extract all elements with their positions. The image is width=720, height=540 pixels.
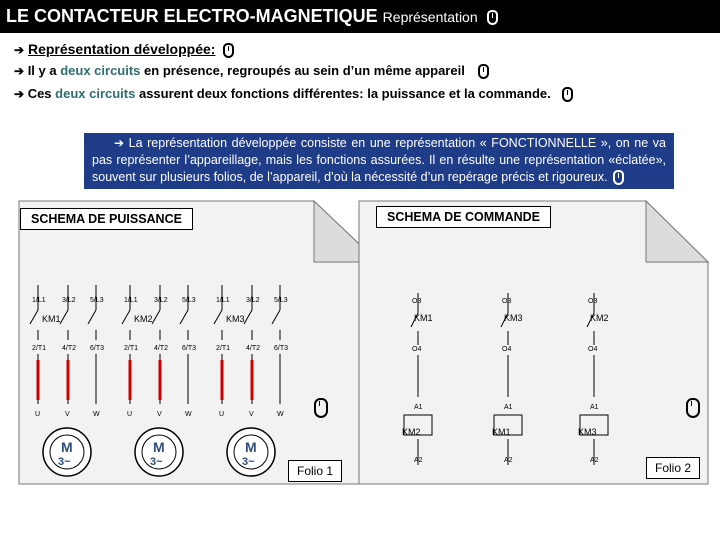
folio-1-tag: Folio 1: [288, 460, 342, 482]
terminal-label: 4/T2: [62, 345, 77, 352]
contact-terminal: O4: [502, 346, 512, 353]
line-2-prefix: Ces: [27, 86, 56, 101]
motor-label: M: [245, 439, 257, 455]
contact-terminal: O3: [588, 298, 598, 305]
terminal-label: 6/T3: [274, 345, 289, 352]
contact-blade: [30, 310, 38, 324]
line-1-highlight: deux circuits: [60, 63, 141, 78]
contact-blade: [272, 310, 280, 324]
mouse-icon[interactable]: [562, 87, 573, 102]
contact-label: KM3: [504, 313, 523, 323]
page-title: [6, 6, 498, 27]
motor-terminal: V: [157, 411, 162, 418]
contact-blade: [152, 310, 160, 324]
contact-label: KM1: [414, 313, 433, 323]
terminal-label: 1/L1: [124, 297, 138, 304]
arrow-icon: ➔: [14, 43, 25, 57]
terminal-label: 4/T2: [154, 345, 169, 352]
info-box: [84, 133, 674, 189]
terminal-label: 3/L2: [154, 297, 168, 304]
power-group: [214, 285, 288, 476]
folio-2-tag: Folio 2: [646, 457, 700, 479]
coil-terminal: A1: [590, 404, 599, 411]
motor-terminal: V: [65, 411, 70, 418]
motor-terminal: V: [249, 411, 254, 418]
contact-blade: [244, 310, 252, 324]
coil-label: KM3: [578, 427, 597, 437]
motor-sub: 3~: [242, 456, 255, 468]
terminal-label: 6/T3: [182, 345, 197, 352]
terminal-label: 6/T3: [90, 345, 105, 352]
command-schematic: [380, 285, 680, 470]
contact-terminal: O3: [502, 298, 512, 305]
contact-terminal: O4: [412, 346, 422, 353]
mouse-icon[interactable]: [613, 170, 624, 185]
terminal-label: 2/T1: [124, 345, 139, 352]
coil-terminal: A1: [504, 404, 513, 411]
contactor-label: KM2: [134, 314, 153, 324]
terminal-label: 2/T1: [216, 345, 231, 352]
motor-terminal: W: [93, 411, 100, 418]
motor-label: M: [153, 439, 165, 455]
motor-terminal: U: [35, 411, 41, 418]
line-2-highlight: deux circuits: [55, 86, 136, 101]
power-schematic: [18, 280, 348, 480]
arrow-icon: ➔: [14, 87, 25, 101]
arrow-icon: ➔: [14, 64, 25, 78]
title-bar: [0, 0, 720, 33]
title-text: LE CONTACTEUR ELECTRO-MAGNETIQUE: [6, 6, 378, 26]
motor-terminal: W: [185, 411, 192, 418]
line-2: [14, 86, 573, 102]
mouse-icon[interactable]: [487, 10, 498, 25]
line-2-suffix: assurent deux fonctions différentes: la puissance et la commande.: [135, 86, 551, 101]
folio-1-label: SCHEMA DE PUISSANCE: [20, 208, 193, 230]
coil-label: KM1: [492, 427, 511, 437]
contact-blade: [60, 310, 68, 324]
heading-text: Représentation développée:: [27, 41, 216, 57]
coil-terminal: A2: [414, 457, 423, 464]
command-branch: [402, 293, 433, 465]
terminal-label: 4/T2: [246, 345, 261, 352]
heading-line: [14, 41, 234, 58]
terminal-label: 1/L1: [32, 297, 46, 304]
motor-label: M: [61, 439, 73, 455]
terminal-label: 2/T1: [32, 345, 47, 352]
motor-sub: 3~: [58, 456, 71, 468]
motor-sub: 3~: [150, 456, 163, 468]
mouse-icon[interactable]: [223, 43, 234, 58]
motor-terminal: U: [219, 411, 225, 418]
motor-terminal: W: [277, 411, 284, 418]
mouse-icon[interactable]: [478, 64, 489, 79]
contactor-label: KM3: [226, 314, 245, 324]
contact-terminal: O3: [412, 298, 422, 305]
terminal-label: 1/L1: [216, 297, 230, 304]
contact-blade: [88, 310, 96, 324]
folio-2-label: SCHEMA DE COMMANDE: [376, 206, 551, 228]
arrow-icon: ➔: [114, 136, 125, 150]
line-1-prefix: Il y a: [27, 63, 61, 78]
command-branch: [492, 293, 523, 465]
command-branch: [578, 293, 609, 465]
terminal-label: 3/L2: [246, 297, 260, 304]
power-group: [30, 285, 104, 476]
mouse-icon[interactable]: [314, 398, 328, 418]
contact-terminal: O4: [588, 346, 598, 353]
coil-terminal: A1: [414, 404, 423, 411]
contact-blade: [180, 310, 188, 324]
contact-label: KM2: [590, 313, 609, 323]
terminal-label: 3/L2: [62, 297, 76, 304]
coil-terminal: A2: [590, 457, 599, 464]
info-text: La représentation développée consiste en une représentation « FONCTIONNELLE », on ne va pas représenter l’appareillage, mais les fonctions assurées. Il en résulte une représentation «éclatée», souvent sur plusieurs folios, de l’appareil, d’où la nécessité d’un repérage précis et rigoureux.: [92, 136, 666, 184]
contactor-label: KM1: [42, 314, 61, 324]
power-group: [122, 285, 196, 476]
mouse-icon[interactable]: [686, 398, 700, 418]
line-1: [14, 63, 489, 79]
terminal-label: 5/L3: [274, 297, 288, 304]
contact-blade: [122, 310, 130, 324]
terminal-label: 5/L3: [90, 297, 104, 304]
line-1-suffix: en présence, regroupés au sein d’un même appareil: [140, 63, 465, 78]
title-subtitle: Représentation: [382, 9, 478, 25]
coil-label: KM2: [402, 427, 421, 437]
motor-terminal: U: [127, 411, 133, 418]
contact-blade: [214, 310, 222, 324]
terminal-label: 5/L3: [182, 297, 196, 304]
coil-terminal: A2: [504, 457, 513, 464]
